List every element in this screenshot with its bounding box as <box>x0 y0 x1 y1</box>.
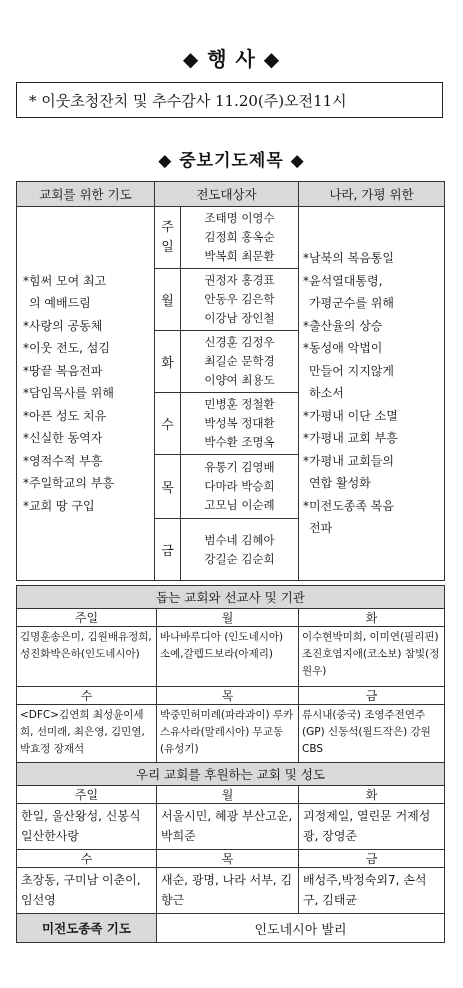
prayer-section-title: ◆ 중보기도제목 ◆ <box>158 151 305 171</box>
sponsor-section-title: 우리 교회를 후원하는 교회 및 성도 <box>17 763 445 786</box>
support-cell: 박중민허미례(파라과이) 루카스유사라(말레시아) 무교동(유성기) <box>157 705 299 763</box>
list-item: *출산율의 상승 <box>303 318 383 333</box>
support-cell: 류시내(중국) 조영주전연주(GP) 신동석(월드작은) 강원CBS <box>299 705 445 763</box>
list-item: *이웃 전도, 섬김 <box>23 341 110 356</box>
day-label: 월 <box>157 609 299 627</box>
event-section-title: ◆ 행 사 ◆ <box>182 47 281 71</box>
support-cell: 바나바루디아 (인도네시아) 소예,갈렙드보라(아제리) <box>157 627 299 687</box>
list-item: *윤석열대통령, <box>303 273 383 288</box>
support-cell: <DFC>김연희 최성윤이세희, 선미래, 최은영, 김민열, 박효정 장재석 <box>17 705 157 763</box>
day-label: 금 <box>155 519 181 581</box>
list-item: 만들어 지지않게 <box>309 363 394 378</box>
day-label: 수 <box>155 393 181 455</box>
list-item: *사랑의 공동체 <box>23 318 103 333</box>
sponsor-cell: 한일, 울산왕성, 신봉식 일산한사랑 <box>17 804 157 850</box>
sponsor-cell: 괴정제일, 열린문 거제성광, 장영준 <box>299 804 445 850</box>
day-label: 금 <box>299 687 445 705</box>
unreached-label: 미전도종족 기도 <box>17 914 157 943</box>
day-label: 주 일 <box>155 207 181 269</box>
day-label: 목 <box>157 687 299 705</box>
list-item: 의 예배드림 <box>29 296 91 311</box>
church-prayer-list <box>17 207 155 581</box>
sponsor-cell: 초장동, 구미남 이춘이, 임선영 <box>17 868 157 914</box>
event-item: * 이웃초청잔치 및 추수감사 11.20(주)오전11시 <box>16 82 443 118</box>
support-table <box>16 585 445 943</box>
list-item: 가평군수를 위해 <box>309 296 394 311</box>
day-label: 수 <box>17 850 157 868</box>
day-label: 월 <box>157 786 299 804</box>
day-label: 월 <box>155 269 181 331</box>
list-item: *가평내 교회 부흥 <box>303 431 398 446</box>
target-names: 조태명 이영수 김정희 홍옥순 박복희 최문환 <box>181 207 299 269</box>
day-label: 화 <box>155 331 181 393</box>
unreached-value: 인도네시아 발리 <box>157 914 445 943</box>
list-item: *가평내 교회들의 <box>303 453 394 468</box>
list-item: *신실한 동역자 <box>23 431 103 446</box>
support-cell: 김명훈송은미, 김원배유정희, 성진화박은하(인도네시아) <box>17 627 157 687</box>
list-item: *주일학교의 부흥 <box>23 476 114 491</box>
target-names: 권정자 홍경표 안동우 김은학 이강남 장인철 <box>181 269 299 331</box>
list-item: *영적수적 부흥 <box>23 453 103 468</box>
day-label: 금 <box>299 850 445 868</box>
header-targets: 전도대상자 <box>155 182 299 207</box>
day-label: 화 <box>299 609 445 627</box>
list-item: 전파 <box>309 521 333 536</box>
header-nation: 나라, 가평 위한 <box>299 182 445 207</box>
list-item: *미전도종족 복음 <box>303 498 394 513</box>
list-item: 연합 활성화 <box>309 476 371 491</box>
nation-prayer-list <box>299 207 445 581</box>
list-item: *남북의 복음통일 <box>303 251 394 266</box>
list-item: 하소서 <box>309 386 344 401</box>
list-item: *아픈 성도 치유 <box>23 408 107 423</box>
sponsor-cell: 새순, 광명, 나라 서부, 김향근 <box>157 868 299 914</box>
sponsor-cell: 배성주,박정숙외7, 손석구, 김태균 <box>299 868 445 914</box>
day-label: 화 <box>299 786 445 804</box>
list-item: *담임목사를 위해 <box>23 386 114 401</box>
list-item: *동성애 악법이 <box>303 341 383 356</box>
list-item: *가평내 이단 소멸 <box>303 408 398 423</box>
list-item: *교회 땅 구입 <box>23 498 95 513</box>
target-names: 신경훈 김정우 최길순 문학경 이양여 최용도 <box>181 331 299 393</box>
list-item: *힘써 모여 최고 <box>23 273 107 288</box>
day-label: 주일 <box>17 609 157 627</box>
day-label: 수 <box>17 687 157 705</box>
header-church: 교회를 위한 기도 <box>17 182 155 207</box>
prayer-table <box>16 181 445 581</box>
day-label: 목 <box>155 455 181 519</box>
day-label: 목 <box>157 850 299 868</box>
support-section-title: 돕는 교회와 선교사 및 기관 <box>17 586 445 609</box>
target-names: 민병훈 정철환 박성복 정대환 박수환 조명옥 <box>181 393 299 455</box>
list-item: *땅끝 복음전파 <box>23 363 103 378</box>
sponsor-cell: 서울시민, 혜광 부산고운, 박희준 <box>157 804 299 850</box>
day-label: 주일 <box>17 786 157 804</box>
support-cell: 이수현박미희, 이미연(필리핀) 조진호염지애(코소보) 참빛(정원우) <box>299 627 445 687</box>
target-names: 범수네 김혜아 강길순 김순희 <box>181 519 299 581</box>
target-names: 유통기 김영배 다마라 박승희 고모님 이순례 <box>181 455 299 519</box>
